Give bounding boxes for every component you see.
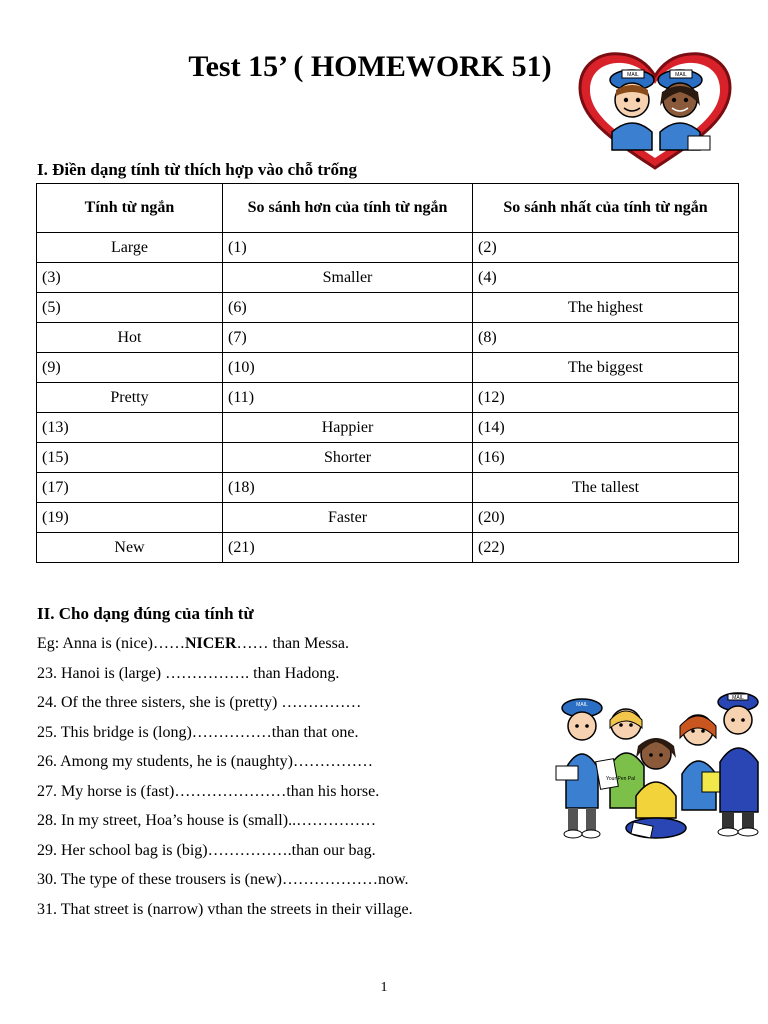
exercise-item-23: 23. Hanoi is (large) ……………. than Hadong. [37,664,340,682]
mail-badge-left: MAIL [627,72,639,78]
example-prefix: Eg: Anna is (nice)…… [37,635,185,652]
table-cell: (1) [223,233,473,263]
exercise-item-31: 31. That street is (narrow) vthan the streets in their village. [37,900,413,918]
table-row [37,503,739,533]
exercise-item-29: 29. Her school bag is (big)…………….than our bag. [37,841,376,859]
table-cell: The highest [473,293,739,323]
table-cell: (3) [37,263,223,293]
table-row [37,473,739,503]
table-cell: Pretty [37,383,223,413]
page-number: 1 [380,980,388,995]
table-cell: (2) [473,233,739,263]
header-comparative: So sánh hơn của tính từ ngắn [223,184,473,233]
table-cell: The biggest [473,353,739,383]
table-row [37,263,739,293]
exercise-item-30: 30. The type of these trousers is (new)………………now. [37,871,409,888]
exercise-item-24: 24. Of the three sisters, she is (pretty) …………… [37,694,362,711]
table-cell: Shorter [223,443,473,473]
table-row [37,413,739,443]
table-cell: (10) [223,353,473,383]
page-title: Test 15’ ( HOMEWORK 51) [188,50,552,83]
mail-carriers-heart-illustration [576,50,734,174]
exercise-list [37,632,413,927]
table-row [37,323,739,353]
table-cell: (12) [473,383,739,413]
exercise-item-26: 26. Among my students, he is (naughty)…………… [37,753,373,770]
table-cell: (20) [473,503,739,533]
kids-mail-badge-right: MAIL [732,695,744,701]
table-cell: Smaller [223,263,473,293]
section1-heading: I. Điền dạng tính từ thích hợp vào chỗ trống [37,160,358,179]
section2-heading: II. Cho dạng đúng của tính từ [37,604,254,623]
example-suffix: …… than Messa. [236,635,349,652]
table-cell: (16) [473,443,739,473]
header-short-adjective: Tính từ ngắn [37,184,223,233]
table-cell: (22) [473,533,739,563]
kids-mail-badge-left: MAIL [576,702,588,708]
example-answer: NICER [184,635,237,652]
exercise-item-28: 28. In my street, Hoa’s house is (small)..…………… [37,812,377,829]
table-row [37,533,739,563]
kids-with-letters-illustration [552,688,768,848]
mail-badge-right: MAIL [675,72,687,78]
table-cell: Happier [223,413,473,443]
table-cell: (5) [37,293,223,323]
adjective-comparison-table [36,183,739,563]
exercise-item-27: 27. My horse is (fast)…………………than his horse. [37,782,380,800]
example-sentence [37,632,413,662]
table-cell: (6) [223,293,473,323]
exercise-item-25: 25. This bridge is (long)……………than that one. [37,723,359,741]
table-cell: (9) [37,353,223,383]
table-row [37,233,739,263]
table-cell: (11) [223,383,473,413]
table-cell: (13) [37,413,223,443]
header-superlative: So sánh nhất của tính từ ngắn [473,184,739,233]
table-cell: New [37,533,223,563]
table-row [37,383,739,413]
table-row [37,443,739,473]
table-cell: (14) [473,413,739,443]
pen-pal-letter-text: Your Pen Pal [606,776,636,782]
table-cell: (4) [473,263,739,293]
table-cell: (17) [37,473,223,503]
table-cell: Hot [37,323,223,353]
table-cell: (8) [473,323,739,353]
table-header-row [37,184,739,233]
table-cell: (15) [37,443,223,473]
table-cell: Faster [223,503,473,533]
table-cell: Large [37,233,223,263]
table-cell: (21) [223,533,473,563]
table-cell: (18) [223,473,473,503]
table-cell: (19) [37,503,223,533]
table-cell: (7) [223,323,473,353]
table-cell: The tallest [473,473,739,503]
table-row [37,353,739,383]
table-row [37,293,739,323]
